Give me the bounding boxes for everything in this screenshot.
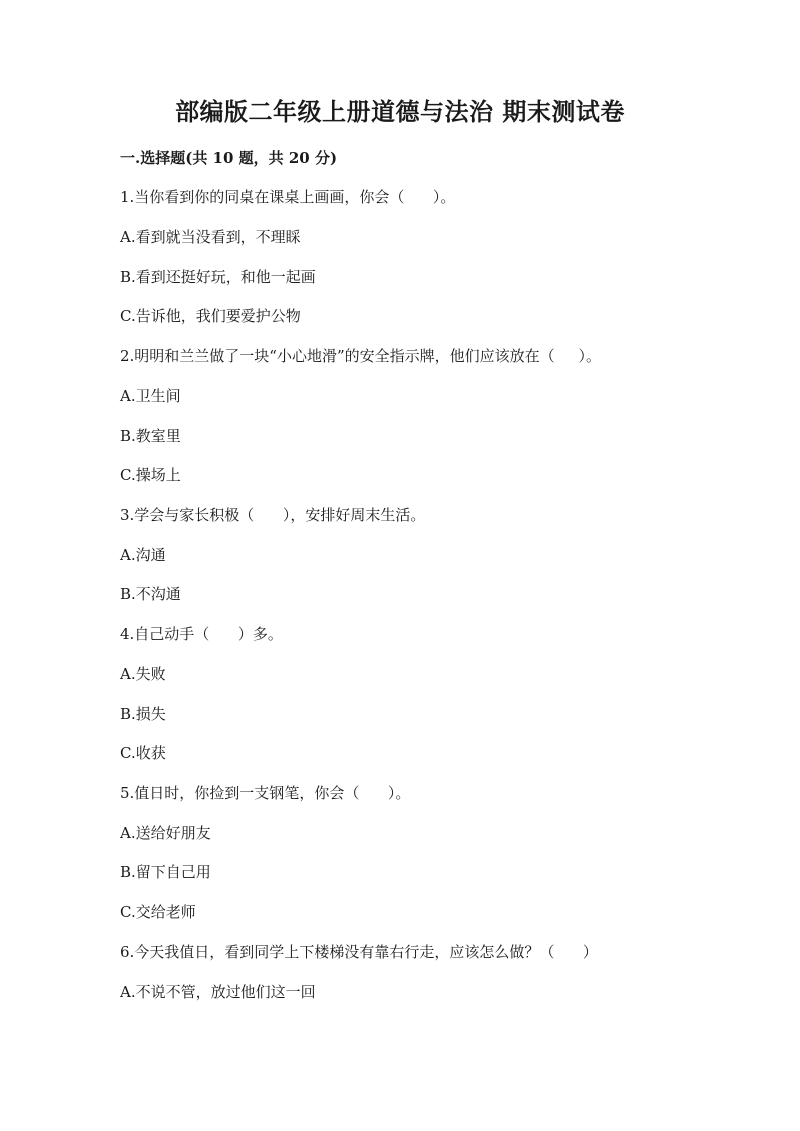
question-4: 4.自己动手（ ）多。 [120, 625, 283, 643]
question-4-option-a: A.失败 [120, 665, 166, 683]
question-6: 6.今天我值日，看到同学上下楼梯没有靠右行走，应该怎么做？（ ） [120, 943, 598, 961]
question-1-option-b: B.看到还挺好玩，和他一起画 [120, 268, 316, 286]
question-3-option-b: B.不沟通 [120, 585, 181, 603]
question-3: 3.学会与家长积极（ ），安排好周末生活。 [120, 506, 426, 524]
page-title: 部编版二年级上册道德与法治 期末测试卷 [175, 97, 625, 126]
question-1: 1.当你看到你的同桌在课桌上画画，你会（ ）。 [120, 188, 456, 206]
question-1-option-a: A.看到就当没看到，不理睬 [120, 228, 301, 246]
question-2-option-a: A.卫生间 [120, 387, 181, 405]
question-2: 2.明明和兰兰做了一块“小心地滑”的安全指示牌，他们应该放在（ ）。 [120, 347, 601, 365]
question-5-option-c: C.交给老师 [120, 903, 196, 921]
section-heading: 一.选择题(共 10 题，共 20 分) [120, 149, 338, 167]
question-4-option-b: B.损失 [120, 705, 166, 723]
question-2-option-c: C.操场上 [120, 466, 181, 484]
question-5: 5.值日时，你捡到一支钢笔，你会（ ）。 [120, 784, 411, 802]
question-5-option-a: A.送给好朋友 [120, 824, 211, 842]
question-4-option-c: C.收获 [120, 744, 166, 762]
question-3-option-a: A.沟通 [120, 546, 166, 564]
question-2-option-b: B.教室里 [120, 427, 181, 445]
question-6-option-a: A.不说不管，放过他们这一回 [120, 983, 316, 1001]
question-1-option-c: C.告诉他，我们要爱护公物 [120, 307, 301, 325]
question-5-option-b: B.留下自己用 [120, 863, 211, 881]
